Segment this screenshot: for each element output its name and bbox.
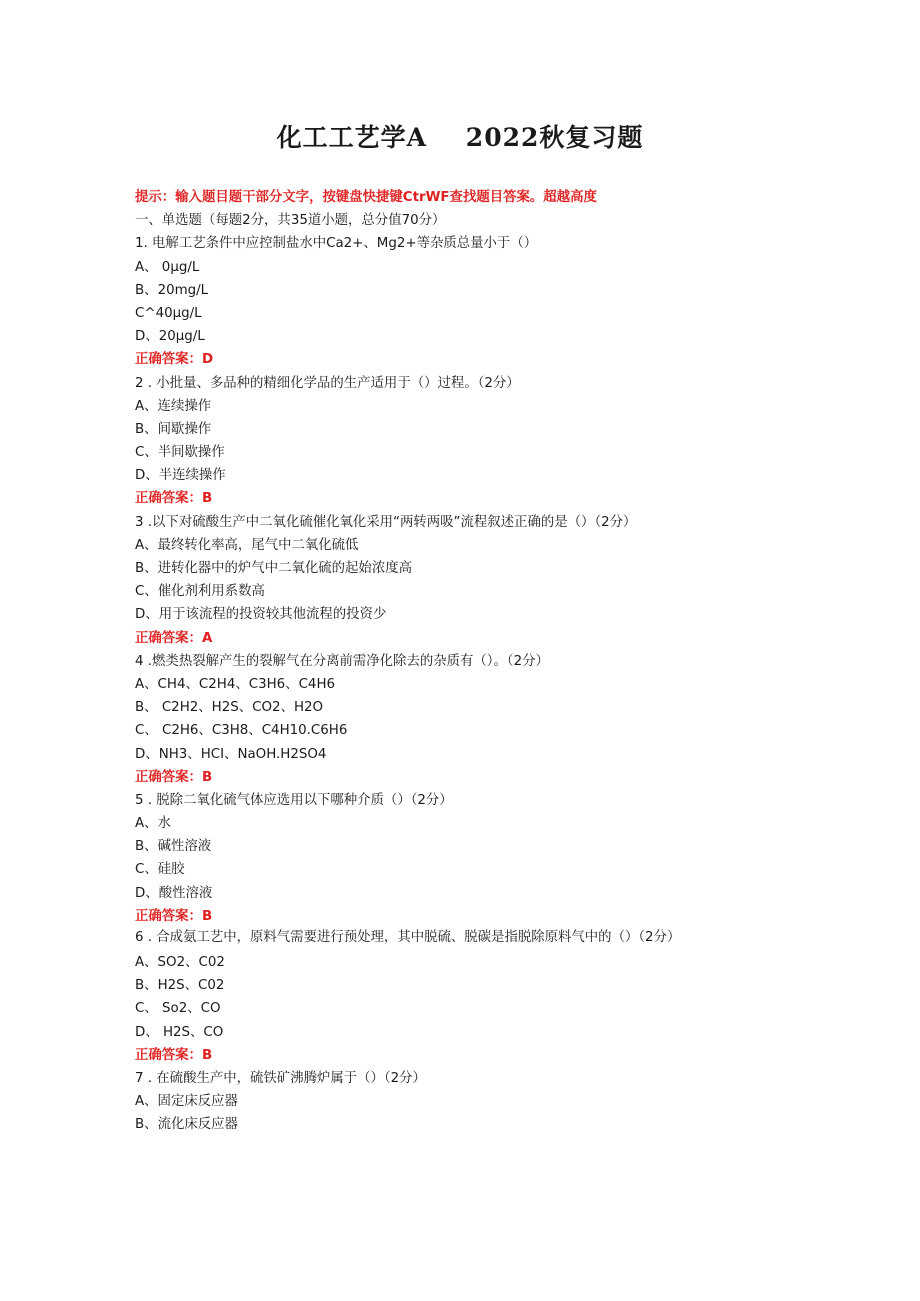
option-d: D、20μg∕L (135, 329, 205, 345)
option-a: A、CH4、C2H4、C3H6、C4H6 (135, 676, 336, 692)
hint-text: 提示：输入题目题干部分文字，按键盘快捷键CtrWF查找题目答案。超越高度 (135, 190, 597, 205)
option-c: C、 C2H6、C3H8、C4H10.C6H6 (135, 723, 348, 739)
question-stem: 1. 电解工艺条件中应控制盐水中Ca2+、Mg2+等杂质总量小于（） (135, 236, 538, 252)
question-stem: 4 .燃类热裂解产生的裂解气在分离前需净化除去的杂质有（）。（2分） (135, 653, 549, 669)
option-d: D、用于该流程的投资较其他流程的投资少 (135, 607, 387, 623)
option-a: A、水 (135, 816, 171, 832)
option-b: B、进转化器中的炉气中二氧化硫的起始浓度高 (135, 561, 412, 576)
correct-answer: 正确答案：B (135, 491, 213, 507)
option-d: D、 H2S、CO (135, 1024, 224, 1040)
correct-answer: 正确答案：B (135, 1047, 213, 1063)
option-a: A、连续操作 (135, 398, 212, 414)
option-a: A、 0μg∕L (135, 259, 200, 275)
correct-answer: 正确答案：B (135, 908, 213, 924)
question-stem: 6 . 合成氨工艺中，原料气需要进行预处理，其中脱硫、脱碳是指脱除原料气中的（）（2分） (135, 930, 681, 945)
option-b: B、20mg∕L (135, 282, 209, 298)
option-b: B、碱性溶液 (135, 839, 212, 855)
option-d: D、NH3、HCI、NaOH.H2SO4 (135, 746, 327, 762)
option-b: B、H2S、C02 (135, 978, 225, 994)
correct-answer: 正确答案：A (135, 630, 213, 646)
section-heading: 一、单选题（每题2分，共35道小题，总分值70分） (135, 213, 446, 229)
option-b: B、流化床反应器 (135, 1117, 238, 1133)
option-b: B、间歇操作 (135, 421, 212, 437)
option-c: C、半间歇操作 (135, 445, 225, 461)
option-c: C、硅胶 (135, 862, 185, 878)
option-a: A、固定床反应器 (135, 1094, 238, 1110)
option-a: A、最终转化率高，尾气中二氧化硫低 (135, 537, 359, 553)
option-b: B、 C2H2、H2S、CO2、H2O (135, 700, 324, 716)
option-d: D、半连续操作 (135, 468, 226, 484)
question-stem: 2 . 小批量、多品种的精细化学品的生产适用于（）过程。（2分） (135, 375, 520, 391)
document-title: 化工工艺学A 2022秋复习题 (276, 123, 644, 152)
option-c: C、 So2、CO (135, 1001, 221, 1017)
option-d: D、酸性溶液 (135, 885, 213, 901)
correct-answer: 正确答案：B (135, 769, 213, 785)
option-c: C、催化剂利用系数高 (135, 584, 265, 600)
question-stem: 3 .以下对硫酸生产中二氧化硫催化氧化采用“两转两吸”流程叙述正确的是（）（2分） (135, 514, 637, 530)
question-stem: 7 . 在硫酸生产中，硫铁矿沸腾炉属于（）（2分） (135, 1070, 426, 1086)
document-body (135, 186, 775, 1137)
correct-answer: 正确答案：D (135, 352, 214, 368)
option-a: A、SO2、C02 (135, 955, 225, 970)
option-c: C^40μg∕L (135, 305, 202, 321)
question-stem: 5 . 脱除二氧化硫气体应选用以下哪种介质（）（2分） (135, 792, 453, 808)
